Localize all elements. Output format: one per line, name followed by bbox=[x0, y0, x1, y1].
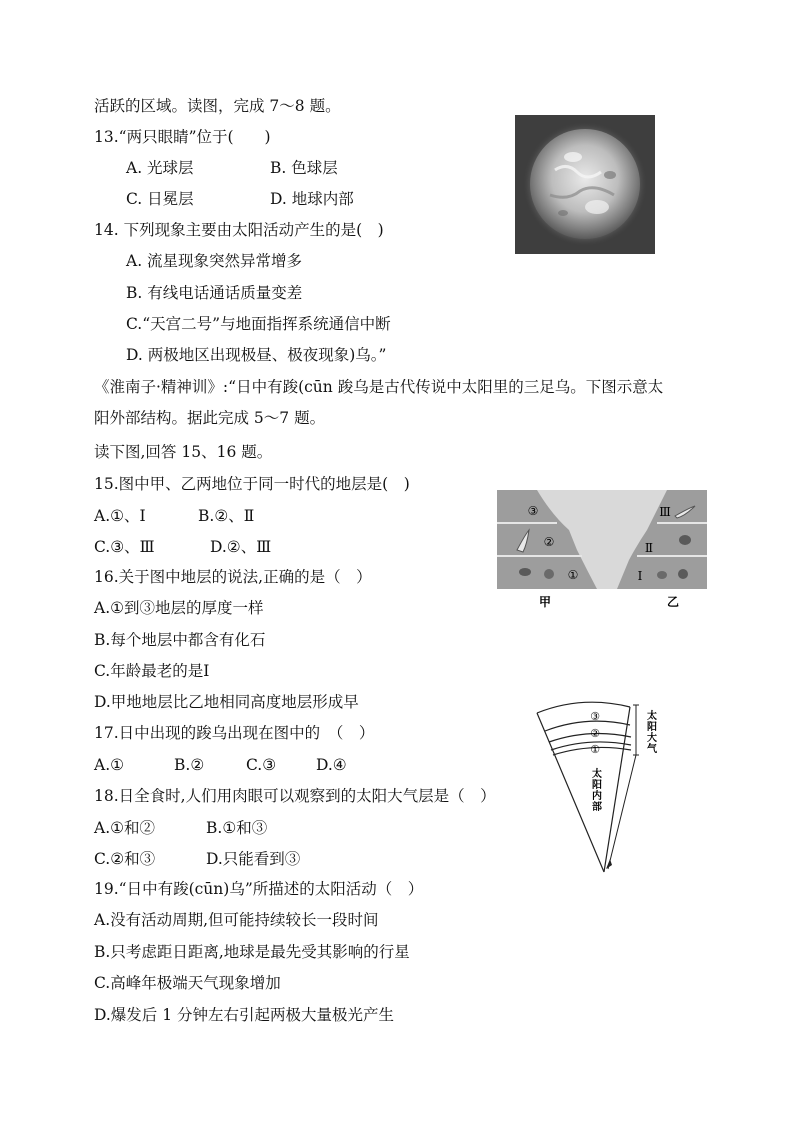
q16-option-b: B.每个地层中都含有化石 bbox=[94, 631, 266, 649]
stratum-label-left-1: ① bbox=[567, 568, 579, 582]
interior-label bbox=[592, 767, 602, 813]
instruction-line: 读下图,回答 15、16 题。 bbox=[94, 443, 273, 461]
question-14: 14. 下列现象主要由太阳活动产生的是( ) bbox=[94, 221, 384, 239]
stratum-label-left-2: ② bbox=[543, 535, 555, 549]
location-label-yi: 乙 bbox=[666, 595, 680, 609]
q17-option-a: A.① bbox=[94, 756, 125, 774]
interior-label-text: 太阳内部 bbox=[592, 769, 602, 813]
q14-option-d: D. 两极地区出现极昼、极夜现象)乌。” bbox=[126, 346, 387, 364]
atmosphere-label-text: 太阳大气 bbox=[647, 711, 657, 755]
question-15: 15.图中甲、乙两地位于同一时代的地层是( ) bbox=[94, 475, 410, 493]
q16-option-d: D.甲地地层比乙地相同高度地层形成早 bbox=[94, 693, 359, 711]
passage-line-1: 《淮南子·精神训》:“日中有踆(cūn 踆乌是古代传说中太阳里的三足乌。下图示意太 bbox=[94, 378, 664, 396]
q19-option-b: B.只考虑距日距离,地球是最先受其影响的行星 bbox=[94, 943, 410, 961]
q18-option-b: B.①和③ bbox=[206, 819, 268, 837]
q17-option-c: C.③ bbox=[246, 756, 277, 774]
question-16: 16.关于图中地层的说法,正确的是（ ） bbox=[94, 568, 372, 586]
sun-structure-diagram bbox=[532, 697, 667, 877]
question-17: 17.日中出现的踆乌出现在图中的 （ ） bbox=[94, 724, 375, 742]
q14-option-c: C.“天宫二号”与地面指挥系统通信中断 bbox=[126, 315, 391, 333]
stratum-label-right-3: Ⅲ bbox=[659, 505, 671, 519]
sun-photo bbox=[515, 115, 655, 254]
q13-option-d: D. 地球内部 bbox=[270, 190, 354, 208]
q19-option-d: D.爆发后 1 分钟左右引起两极大量极光产生 bbox=[94, 1006, 395, 1024]
q13-option-a: A. 光球层 bbox=[126, 159, 194, 177]
q17-option-d: D.④ bbox=[316, 756, 347, 774]
q13-option-b: B. 色球层 bbox=[270, 159, 338, 177]
intro-line: 活跃的区域。读图，完成 7～8 题。 bbox=[94, 97, 341, 115]
strata-graphic bbox=[497, 490, 707, 614]
q17-option-b: B.② bbox=[174, 756, 205, 774]
passage-line-2: 阳外部结构。据此完成 5～7 题。 bbox=[94, 409, 326, 427]
question-13: 13.“两只眼睛”位于( ) bbox=[94, 128, 271, 146]
q15-option-c: C.③、Ⅲ bbox=[94, 538, 155, 556]
q15-option-b: B.②、Ⅱ bbox=[198, 507, 255, 525]
q14-option-b: B. 有线电话通话质量变差 bbox=[126, 284, 303, 302]
question-18: 18.日全食时,人们用肉眼可以观察到的太阳大气层是（ ） bbox=[94, 787, 496, 805]
q19-option-a: A.没有活动周期,但可能持续较长一段时间 bbox=[94, 911, 379, 929]
strata-diagram bbox=[497, 490, 707, 614]
sun-photo-graphic bbox=[515, 115, 655, 254]
q15-option-a: A.①、Ⅰ bbox=[94, 507, 146, 525]
stratum-label-left-3: ③ bbox=[527, 504, 539, 518]
sun-layer-label-2: ② bbox=[590, 727, 600, 740]
q16-option-a: A.①到③地层的厚度一样 bbox=[94, 599, 264, 617]
question-19: 19.“日中有踆(cūn)乌”所描述的太阳活动（ ） bbox=[94, 880, 424, 898]
stratum-label-right-2: Ⅱ bbox=[644, 541, 654, 555]
q18-option-a: A.①和② bbox=[94, 819, 156, 837]
q13-option-c: C. 日冕层 bbox=[126, 190, 194, 208]
sun-layer-label-3: ③ bbox=[590, 710, 600, 723]
q15-option-d: D.②、Ⅲ bbox=[210, 538, 272, 556]
q14-option-a: A. 流星现象突然异常增多 bbox=[126, 252, 303, 270]
stratum-label-right-1: Ⅰ bbox=[637, 569, 643, 583]
q18-option-d: D.只能看到③ bbox=[206, 850, 301, 868]
location-label-jia: 甲 bbox=[538, 595, 552, 609]
sun-structure-graphic bbox=[532, 697, 667, 877]
sun-layer-label-1: ① bbox=[590, 743, 600, 756]
q18-option-c: C.②和③ bbox=[94, 850, 156, 868]
q19-option-c: C.高峰年极端天气现象增加 bbox=[94, 974, 281, 992]
q16-option-c: C.年龄最老的是Ⅰ bbox=[94, 662, 210, 680]
atmosphere-label bbox=[647, 709, 658, 755]
